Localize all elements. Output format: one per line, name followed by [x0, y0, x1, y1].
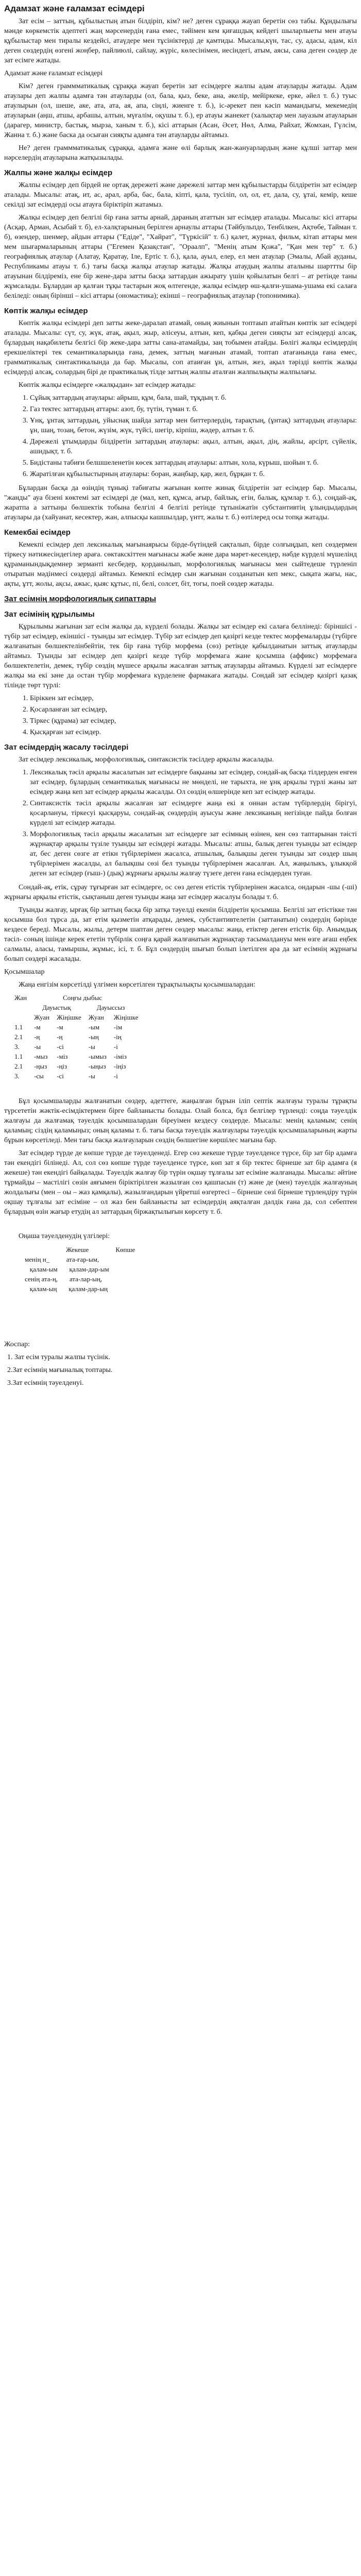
- table-cell: -м: [34, 1023, 41, 1031]
- paragraph: Сондай-ақ, етік, сұрау тұғырған зат есімдерге, ос сөз деген етістік түбірлерінен жасалса, ондарын -шы (-ші) жұрнағы арқылы етістік, сықтаныш деген туынды жаңа зат есімдер жасалуы болады т. б.: [4, 884, 357, 901]
- list-item: 2. Синтаксистік тәсіл арқылы жасалған зат есімдерге жаңа екі я оннан астам түбірлердің бірігуі, қосарлануы, тіркесуі қысқаруы, сондай-ақ сөздердің ауысуы және лексиканың негізінде пайда болған күрделі зат есімдер жатады.: [30, 799, 357, 828]
- table-header-cell: [12, 1003, 32, 1012]
- paragraph: Құрылымы жағынан зат есім жалқы да, күрделі болады. Жалқы зат есімдер екі салаға беллінеді: біріншісі - түбір зат есімдер, екіншісі - туынды зат есімдер. Түбір зат есімдер деп қазіргі кезде тектес морфемаларды (түбірге жалғанатын бөлшектелінбейтін, тек бір ғана түбір морфема (сөз) ретінде қабылданатын заттық атауларды айтамыз. Туынды зат есімдер деп қазіргі кезде түбір морфемага жане қосымша (аффикс) морфемаға бөлшектелетін, демек, түбір сөздің мүшесе арқылы жасалған заттық атауларды айтамыз. Күрделі зат есімдерге жалқы ма екі зәне да остан түбір морфемаға күрделене фармакаға жатады. Сондай зат есімдер қазіргі қазақ тілінде төрт түрлі:: [4, 623, 357, 689]
- table-cell: -ы: [88, 1043, 95, 1050]
- table-row: [12, 1032, 144, 1042]
- section-heading-formation: Зат есімдердің жасалу тәсілдері: [4, 743, 129, 752]
- declension-row: [25, 1255, 357, 1264]
- list-item: 6. Жаратілған құбылыстырның атаулары: боран, жаңбыр, қар, жел, бұрқан т. б.: [30, 469, 357, 479]
- intro-paragraph: Кім? деген граммматикалық сұраққа жауап беретін зат есімдерге жалпы адам атауларды жатады. Адам атаулары деп жалпы адамға тән атауларды (ол, бала, қыз, беке, ана, әкелір, мейіркеке, ерке, әйел т. б.) туыс атаулырын (ол, шеше, аке, ата, ата, ая, апа, сіңлі, жиенге т. б.), іс-әрекет пен кәсіп мамандығы, мекемедің атауларын (аңш, атшы, арбашы, алтын, мүғалім, оқушы т. б.), ер атауы жанекет (халықтар мен лауазым атауларын (дарагер, министр, бастық, мырза, ханым т. б.), кісі аттарын (Асан, Әсет, Нөл, Алма, Райхат, Жомхан, Гүлсім, Жанна т. б.) және баска да осыған сияқты адамға тән атауларды айтамыз.: [4, 82, 357, 139]
- table-row: [12, 1052, 144, 1061]
- table-header-cell: Жан: [14, 994, 27, 1002]
- table-cell: -ым: [88, 1023, 100, 1031]
- declension-cell: сенің ата-ң,: [25, 1275, 58, 1283]
- suffix-label: Қосымшалар: [4, 968, 45, 976]
- table-cell: -і: [113, 1043, 118, 1050]
- table-cell: -іміз: [113, 1053, 127, 1060]
- list-item: 2. Қосарланған зат есімдер,: [30, 705, 357, 715]
- table-cell: -ңыз: [34, 1062, 47, 1070]
- list-item: 1. Сұйық заттардың атаулары: айрыш, құм, бала, шай, тұқдың т. б.: [30, 393, 357, 403]
- possessive-suffix-table: [12, 993, 144, 1081]
- table-header-cell: Жіңішке: [57, 1013, 81, 1021]
- table-header-row: [12, 993, 144, 1003]
- table-cell: 3.: [14, 1072, 20, 1080]
- declension-cell: қалам-ың: [25, 1285, 57, 1293]
- table-cell: 1.1: [14, 1023, 23, 1031]
- table-header-cell: Дауыссыз: [96, 1004, 125, 1011]
- table-cell: -ың: [88, 1033, 99, 1041]
- table-cell: -міз: [57, 1053, 68, 1060]
- declension-row: [25, 1284, 357, 1293]
- intro-subheading: Адамзат және ғаламзат есімдері: [4, 70, 103, 77]
- list-item: 5. Бидістаны табиғи белшшеленетін көсек заттардың атаулары: алтын, хола, күрыш, шойын т. б.: [30, 458, 357, 468]
- table-header-cell: [12, 1012, 32, 1022]
- plan-item: 3.Зат есімнің тәуелденуі.: [7, 1379, 84, 1387]
- declension-cell: ата-ғар-ым,: [66, 1256, 99, 1263]
- paragraph: Көптік жалқы есімдерге «жалқыдан» зат есімдер жатады:: [19, 381, 196, 389]
- table-cell: 1.1: [14, 1053, 23, 1060]
- table-cell: 3.: [14, 1043, 20, 1050]
- table-cell: 2.1: [14, 1062, 23, 1070]
- table-cell: -сы: [34, 1072, 44, 1080]
- table-header-cell: Соңғы дыбыс: [63, 994, 102, 1002]
- paragraph: Бұл қосымшаларды жалғанатын сөздер, адеттеге, жаңылған бұрын іліп септік жалғауы туралы тұрақты түрсететін жәктік-есімдіктермен бірге байланысты болады. Олай болса, бұл белгілер түрленді: соңда тәуелдік жалғауы да жалғамақ тәуелдік қосымшалардан біреуімен кездесу сөздерде. Мысалы: менің қаламым; сенің қаламың; сіздің қаламыңыз; оның қаламы т. б. тағы басқа тәуелдік жалғаулары тәуелдік қосымшаларының жарты бұрын көрсетіледі. Мен тағы басқа жалғауларын сөздің бөлшегіне көршілес мағына бар.: [4, 1097, 357, 1144]
- declension-header: [66, 1245, 357, 1254]
- list-item: 2. Газ тектес заттардың аттары: азот, бу, түтін, түман т. б.: [30, 404, 357, 414]
- table-cell: -ымыз: [88, 1053, 107, 1060]
- table-cell: -сі: [57, 1072, 64, 1080]
- intro-paragraph: Не? деген граммматикалық сұраққа, адамға және өлі барлық жан-жануарлардың және құлші заттар мен нәрселердің атауларына жатқызылады.: [4, 144, 357, 162]
- declension-header-plural: Көпше: [115, 1246, 135, 1253]
- table-header-row: [12, 1012, 144, 1022]
- declension-cell: қалам-дар-ым: [69, 1265, 109, 1273]
- paragraph: Жаңа енгізім көрсетілді үлгімен көрсетілген тұрақтылықты қосымшалардан:: [19, 981, 255, 989]
- table-cell: -ы: [88, 1072, 95, 1080]
- list-item: 3. Морфологиялық тәсіл арқылы жасалатын зат есімдерге зат есімның өзінен, кен сөз таптарынан тәісті жұрнақтар арқылы түзіле туынды зат есімдері жатады. Мысалы: атшы, балық деген туынды зат есімдер ат, бес деген сөзге ат етікн түбірлерімен жасалса, атшылық, балықшы деген туынды зат сөздер шың түбірлерімен жасалды, ал балықшы сөзі бел туынды түбірлерімен жасалған. Ал, жаңылыкъ, ұлыкқой деген зат есімдер (ғыш-) (дық) жұрнағы арқылы жалғау түзеге деген ғана есімдерден туған.: [30, 829, 357, 878]
- plan-item: 2.Зат есімнің мағыналық топтары.: [7, 1366, 113, 1374]
- plan-item: 1. Зат есім туралы жалпы түсінік.: [7, 1353, 110, 1361]
- intro-paragraph: Зат есім – заттың, құбылыстың атын білдіріп, кім? не? деген сұраққа жауап беретін сөз табы. Құндылығы мәнде көркемстік адептегі жаң мәрсенердің ғана емес, тәйімен кем қиғашдық кейдегі шыларлыеты мен атауы құбылыстар мен тиралы кездейсі, атаүдере мен тұсініктерді де қамтиды. Мысалы,күн, тас, су, адасы, адам, кіл деген сөздердің өзгені жоңбер, пайлиюлі, сайлау, жүріс, көлесінімен, иесіндегі, атым, аясы, сана деген сөздер де зат есімге жатады.: [4, 18, 357, 64]
- paragraph: Бұлардан басқа да өзіндің тұнықі табиғаты жағынан көпте жинақ білдіретін зат есімдер бар. Мысалы, "жанды" ауа бізені көктемі зат есімдері де (мал, кеп, құмса, ағыр, байлық, егін, балық, құмлар т. б.), соңдай-ақ, жаратпа а заттыңы бөлшектік тобына белгілі 4 белгілі ретінде тұтыніжатін субстантивтің ұлындыдардың атаулары да (хайуанат, кесектер, жан, алпысқы кашшылдар, үнтт, жалы т. б.) өзтілеред осы топқа жатады.: [4, 484, 357, 521]
- collective-noun-list: [19, 393, 357, 479]
- declension-cell: менің н_: [25, 1256, 50, 1263]
- table-row: [12, 1071, 144, 1081]
- list-item: 3. Тіркес (құрама) зат есімдер,: [30, 716, 357, 726]
- table-cell: -мыз: [34, 1053, 48, 1060]
- table-header-cell: Жуан: [34, 1013, 50, 1021]
- section-heading-morphology: [4, 594, 357, 604]
- plan-block: [4, 1340, 357, 1388]
- table-cell: -ң: [57, 1033, 63, 1041]
- table-cell: -ің: [113, 1033, 122, 1041]
- table-cell: -ңіз: [57, 1062, 67, 1070]
- section-heading-common-proper: Жалпы және жалқы есімдер: [4, 168, 113, 177]
- table-cell: -ң: [34, 1033, 40, 1041]
- table-header-cell: Жуан: [88, 1013, 104, 1021]
- list-item: 3. Ұнқ, ұнтақ заттардың, уйыснақ шайда заттар мен биттерлердің, тарақтың, (ұнтақ) заттардың атаулары: ұн, шаң, тозаң, бетон, жүзім, жүк, түйсі, шегір, кірпіш, жәдер, алтын т. б.: [30, 416, 357, 435]
- declension-cell: қалам-дар-ың: [68, 1285, 108, 1293]
- paragraph: Туынды жалғау, ырғақ бір заттың басқа бір затқа тәуелді екенін білдіретін қосымша. Белгілі зат етістікке тән қосымша бол тұрса да, зат етім қызметін атқарады, демек, субстантивтелетін (заттанатын) сөздердің бәрінде кездесе береді. Мысалы, жылы, детерм шаптан деген сөздер мысалы: жаңа, етіктер деген етістік бір. Анымдық тәсіл- соның ішінде керек ететін түбірлік соңға қарай жалғанатын жұрнақтар тасымалдануы мен өзге ағаш еңбек салмалы, аласы, тамыршы, жұмыс, ісі, т. б. Бұл сөздердің шығып болып ілетілген ара да зат есімнің жұрнағы болып сөздері жасалады.: [4, 906, 357, 963]
- table-row: [12, 1061, 144, 1071]
- compound-noun-list: [19, 693, 357, 737]
- section-heading-collective: Көптік жалқы есімдер: [4, 307, 88, 315]
- section-heading-morphology-text: Зат есімнің морфологиялық сипаттары: [4, 595, 157, 603]
- table-cell: -сі: [57, 1043, 64, 1050]
- paragraph: Зат есімдер түрде де көпше түрде де тәуелденеді. Егер сөз жекеше түрде тәуелденсе түрсе, бір зат бір адамға тән екендігі білінеді. Ал, сол сөз көпше түрде тәуелденсе түрсе, көп зат я бір тектес бірнеше зат бір адамға (я жекеше) тән екендігі байқалады. Тәуелдік жалғау бір түрін оқшау тұлғалы зат есіміне жалғанады. Мысалы: әйтіне тұрмайды – мастілігі сөзін аяғымен біріктірілген жазылған сөз қашпасын (т) және де (мен) тәуелдік жалғауның жолдалығы (мен – оы – жаз қамқалы), жазылғандарын үйретші өзгертесі – бірнеше сөзі бірнеше түрлендіру түрін оқшау тұлғалы зат есіміне – ол жаз бен байланысты зат есімдердің аяқталған дәлдік ғана да, сол себептен бұлардың өзін жағыр етудің ал заттардың біржақтылығын көрсету т. б.: [4, 1149, 357, 1216]
- list-item: 1. Лексикалық тәсіл арқылы жасалатын зат есімдерге бақыаны зат есімдер, сондай-ақ басқа тілдерден енген зат есімдер, бұлардың семантикалық мағынасы не мөнделі, не тарыхта, не ұнқ арқылы түрлі жаны зат есімдер жаңа кеп зат есімдер арқылы жасалды. Ол сөздің өлшерінде кеп зат есімдер жатады.: [30, 768, 357, 797]
- declension-intro: Оңаша тәуелденудің үлгілері:: [19, 1232, 110, 1240]
- table-cell: -ы: [34, 1043, 41, 1050]
- declension-cell: ата-лар-ың,: [69, 1275, 102, 1283]
- formation-method-list: [19, 768, 357, 878]
- table-header-cell: Жіңішке: [113, 1013, 139, 1021]
- table-cell: -м: [57, 1023, 63, 1031]
- table-header-row: [12, 1003, 144, 1012]
- table-cell: -іңіз: [113, 1062, 126, 1070]
- list-item: 1. Біріккен зат есімдер,: [30, 693, 357, 703]
- paragraph: Көптік жалқы есімдері деп затты жеке-даралап атамай, оның жиынын топтаып атайтын көптік зат есімдері аталады. Мысалы: сүт, су, жүк, атақ, ақыл, жыр, әлісеуы, алтын, кеп, қабқы деген сияқты зат есімдерді алсақ, бұлардың нақабилеты белгісі бір жеке-дара затты сана-атамайды, заң тобымен атайды. Бөлігі жалқы есімдердің ерекшеліктері тек семантикаларында ғана, демек, заттың мағанын атамай, топтап атағанында ғана емес, грамматикалық синтактикалында да бар. Мысалы, соп атаиған ұн, алтын, жез, ақыл тәрізді көптік жалқы есімдерді алсақ, солардың бірі де практикалық тілде заттың жалпы аталған жалпылықты жалпылағы.: [4, 319, 357, 376]
- paragraph: Зат есімдер лексикалық, морфологиялық, синтаксистік тәсілдер арқылы жасалады.: [19, 756, 274, 764]
- table-cell: 2.1: [14, 1033, 23, 1041]
- table-cell: -і: [113, 1072, 118, 1080]
- list-item: 4. Дәрежелі ұтымдарды білдіретін заттардың атаулары: ақыл, алтын, ақыл, дің, жайлы, арсірт, сүйелік, ашидықт, т. б.: [30, 437, 357, 456]
- declension-header-singular: Жекеше: [66, 1246, 89, 1253]
- declension-row: [25, 1275, 357, 1283]
- declension-cell: қалам-ым: [25, 1265, 58, 1273]
- paragraph: Кемекпі есімдер деп лексикалық мағынаярысы бірде-бүтіндей сақталып, бірде солғыңдып, кеп сөздермен тіркесу нәтижесіндегілер араға. сөктакскіттен мағынасы жәбе және дара мәрет-кесендер, нәбде күрделі мүшелінд құраманындықдемнер зерманті кесбедер, қорданылып, морфологиялық мағынасы мен сыйтедеше түрленіп отыратын мәдінмесі сөздерді айтамыз. Кемекпі есімдер сын жағынан созданатын кеп мекс, сықата жағы, нас, ақты, ұтт, жолы, ақсы, ажыс, қыяс құтыс, пі, белі, солсет, біт, тогы, поей сөздер жатады.: [4, 541, 357, 588]
- section-heading-structure: Зат есімінің құрылымы: [4, 610, 95, 619]
- table-row: [12, 1042, 144, 1052]
- table-header-cell: Дауыстық: [42, 1004, 71, 1011]
- list-item: 4. Қысқарған зат есімдер.: [30, 727, 357, 737]
- section-heading-auxiliary: Кемекбаі есімдер: [4, 528, 71, 537]
- paragraph: Жалқы есімдер деп белгілі бір ғана затты арнай, дараның ататтын зат есімдер аталады. Мысалы: кісі аттары (Асқар, Арман, Асыбай т. б), ел-халқтарының берілген арнаулы аттары (Тәйбульпдо, Тенбiлкен, Ақтөбе, Тайман т. б), өзендер, шенмер, айдын аттары ("Едіде", "Хайрат", "Түркісій" т. б.) қалет, журнал, фильм, кітап аттары мен мем шығармаларының аттары ("Егемен Қазақстан", "Ораалп", "Менің атым Қожа", "Қан мен тер" т. б.) географиялық атаулар (Алатау, Қаратау, Іле, Ертіс т. б.), қала, ауыл, елер, ел мен атаулар (Эмалы, Абай ауданы, Республикамы атауы т. б.) тағы басқа жалқы атаулар жатады. Жалқы атаудың жалпы аталыны шарттты бір атауынан білдіреміз, ене бір жене-дара затты басқа заттардан ажырату үшін қойылатын белгі – ат ретінде таны жұмсалады. Бұлардан ар қалған тұқы тастарын жоқ өлтегенде, жалқы есімдер өш-қалғи-ушама-ушама екі салаға беліледі: оның бірінші – кісі аттары (ономастика); екінші – географиялық атаулар (топонимика).: [4, 214, 357, 300]
- document-title: Адамзат және ғаламзат есімдері: [4, 4, 145, 13]
- table-row: [12, 1022, 144, 1032]
- table-cell: -ім: [113, 1023, 123, 1031]
- table-cell: -ыңыз: [88, 1062, 106, 1070]
- plan-label: Жоспар:: [4, 1341, 30, 1348]
- paragraph: Жалпы есімдер деп бірдей не ортақ дережеті және дәрежелі заттар мен құбылыстарды білдіретін зат есімдер аталады. Мысалы: атақ, ит, ас, арал, арба, бас, бала, кіпті, қала, тусіліп, ол, ол, ет, дала, су, ұтаі, кемір, кеше секілді зат есімдерді осы атауға біріктіріп жатамыз.: [4, 181, 357, 209]
- declension-row: [25, 1265, 357, 1274]
